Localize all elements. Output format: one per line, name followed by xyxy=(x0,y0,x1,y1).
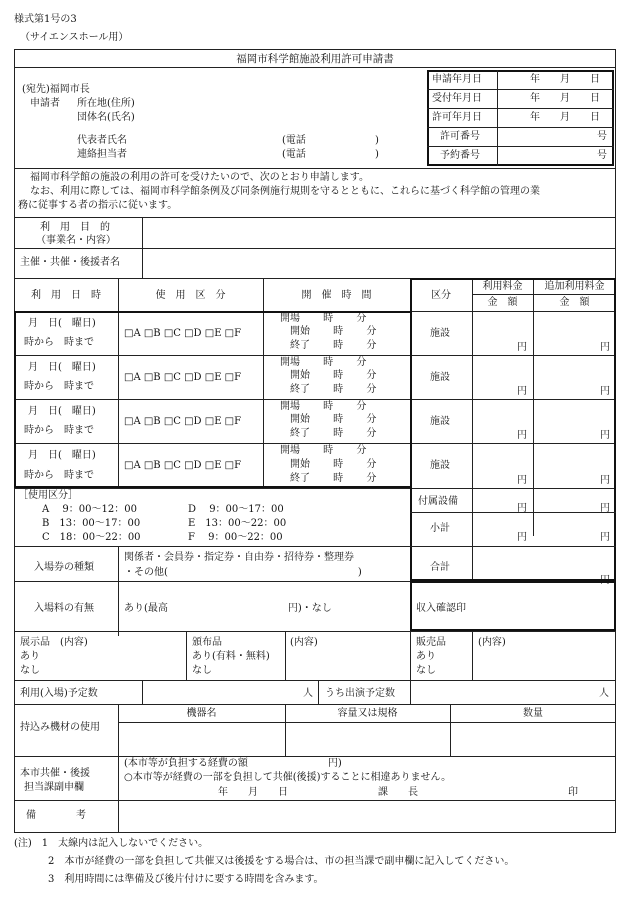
subtotal-label: 小計 xyxy=(430,523,450,534)
tel-close-1: ) xyxy=(375,135,379,146)
distribute-label: 頒布品 xyxy=(192,637,222,648)
city-line-3: 年 月 日 課 長 印 xyxy=(218,787,578,798)
admin-value-1: 年 月 日 xyxy=(530,93,600,104)
equipment-fee-label: 付属設備 xyxy=(418,496,458,507)
tel-label-1: (電話 xyxy=(282,135,306,146)
col-fee: 利用料金 xyxy=(482,281,523,292)
note-2: 2 本市が経費の一部を負担して共催又は後援をする場合は、市の担当課で副申欄に記入してください。 xyxy=(48,856,515,867)
purpose-label-1: 利 用 目 的 xyxy=(40,222,110,233)
legend-b: B 13：00～17：00 xyxy=(42,518,141,529)
col-date: 利 用 日 時 xyxy=(31,290,101,301)
city-line-2: ○本市等が経費の一部を負担して共催(後援)することに相違ありません。 xyxy=(124,772,452,783)
division-checkboxes[interactable]: □A □B □C □D □E □F xyxy=(124,460,242,471)
performers-label: うち出演予定数 xyxy=(325,688,395,699)
org-name-label: 団体名(氏名) xyxy=(77,112,135,123)
admin-label-4: 予約番号 xyxy=(440,150,480,161)
receipt-label: 収入確認印 xyxy=(416,603,466,614)
addressee: (宛先)福岡市長 xyxy=(22,84,90,95)
admin-label-1: 受付年月日 xyxy=(432,93,482,104)
division-checkboxes[interactable]: □A □B □C □D □E □F xyxy=(124,416,242,427)
exhibit-label: 展示品 xyxy=(20,637,50,648)
representative-label: 代表者氏名 xyxy=(77,135,127,146)
equipment-spec-col: 容量又は規格 xyxy=(337,708,398,719)
fee-presence-value: あり(最高 円)・なし xyxy=(124,603,332,614)
city-line-1: (本市等が負担する経費の額 円) xyxy=(124,758,342,769)
col-amount-2: 金 額 xyxy=(559,297,590,308)
col-addfee: 追加利用料金 xyxy=(544,281,605,292)
admin-value-4: 号 xyxy=(597,150,607,161)
legend-title: ［使用区分］ xyxy=(18,490,78,501)
sale-content: (内容) xyxy=(478,637,506,648)
intro-line-2: なお、利用に際しては、福岡市科学館条例及び同条例施行規則を守るとともに、これらに基づく科学館の管理の業 xyxy=(30,186,540,197)
exhibit-content: (内容) xyxy=(60,637,88,648)
form-number: 様式第1号の3 xyxy=(14,14,77,25)
admin-value-3: 号 xyxy=(597,131,607,142)
fee-presence-label: 入場料の有無 xyxy=(34,603,94,614)
admin-value-0: 年 月 日 xyxy=(530,74,600,85)
legend-e: E 13：00～22：00 xyxy=(188,518,287,529)
distribute-content: (内容) xyxy=(290,637,318,648)
col-division: 使 用 区 分 xyxy=(155,290,226,301)
intro-line-3: 務に従事する者の指示に従います。 xyxy=(18,200,178,211)
equipment-qty-col: 数量 xyxy=(523,708,543,719)
ticket-line-2: ・その他( ) xyxy=(124,567,362,578)
sponsor-label: 主催・共催・後援者名 xyxy=(20,257,120,268)
hall-name: （サイエンスホール用） xyxy=(20,32,129,43)
address-label: 所在地(住所) xyxy=(77,98,135,109)
city-label-2: 担当課副申欄 xyxy=(24,782,84,793)
tel-label-2: (電話 xyxy=(282,149,306,160)
intro-line-1: 福岡市科学館の施設の利用の許可を受けたいので、次のとおり申請します。 xyxy=(30,172,369,183)
legend-a: A 9：00～12：00 xyxy=(42,504,137,515)
purpose-label-2: （事業名・内容） xyxy=(36,235,116,246)
fee-box xyxy=(410,278,616,581)
sale-label: 販売品 xyxy=(416,637,446,648)
legend-d: D 9：00～17：00 xyxy=(188,504,284,515)
legend-f: F 9：00～22：00 xyxy=(188,532,283,543)
legend-c: C 18：00～22：00 xyxy=(42,532,141,543)
ticket-label: 入場券の種類 xyxy=(34,562,94,573)
city-label-1: 本市共催・後援 xyxy=(20,768,90,779)
admin-label-0: 申請年月日 xyxy=(432,74,482,85)
attendance-label: 利用(入場)予定数 xyxy=(20,688,98,699)
admin-value-2: 年 月 日 xyxy=(530,112,600,123)
equipment-label: 持込み機材の使用 xyxy=(20,722,100,733)
applicant-label: 申請者 xyxy=(30,98,60,109)
ticket-line-1: 関係者・会員券・指定券・自由券・招待券・整理券 xyxy=(124,552,354,563)
division-checkboxes[interactable]: □A □B □C □D □E □F xyxy=(124,372,242,383)
note-3: 3 利用時間には準備及び後片付けに要する時間を含みます。 xyxy=(48,874,324,885)
col-amount-1: 金 額 xyxy=(487,297,518,308)
form-title: 福岡市科学館施設利用許可申請書 xyxy=(236,53,394,65)
contact-label: 連絡担当者 xyxy=(77,149,127,160)
equipment-name-col: 機器名 xyxy=(186,708,217,719)
remarks-label: 備 考 xyxy=(26,810,86,821)
admin-label-3: 許可番号 xyxy=(440,131,480,142)
division-checkboxes[interactable]: □A □B □C □D □E □F xyxy=(124,328,242,339)
note-1: (注) 1 太線内は記入しないでください。 xyxy=(14,838,209,849)
col-kubun: 区分 xyxy=(431,290,451,301)
col-time: 開 催 時 間 xyxy=(301,290,372,301)
tel-close-2: ) xyxy=(375,149,379,160)
admin-label-2: 許可年月日 xyxy=(432,112,482,123)
total-label: 合計 xyxy=(430,562,450,573)
